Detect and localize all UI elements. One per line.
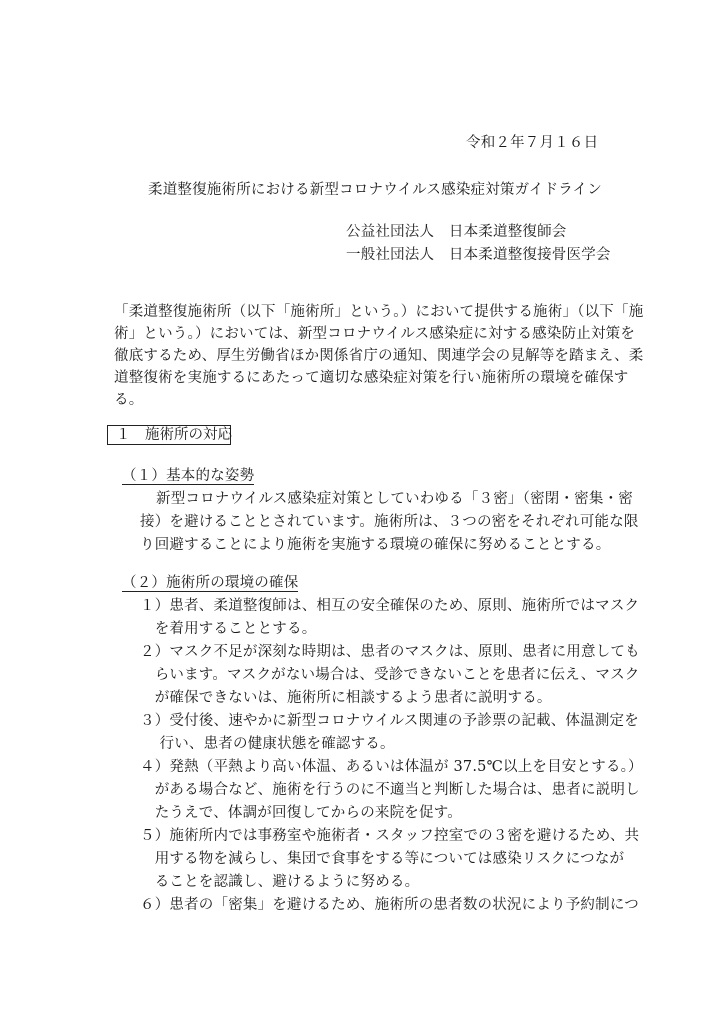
list-item-line: １）患者、柔道整復師は、相互の安全確保のため、原則、施術所ではマスク [140, 598, 640, 614]
intro-line: る。 [114, 392, 144, 408]
intro-line: 徹底するため、厚生労働省ほか関係省庁の通知、関連学会の見解等を踏まえ、柔 [114, 348, 644, 364]
list-item-line: を着用することとする。 [140, 621, 317, 637]
list-item-line: がある場合など、施術を行うのに不適当と判断した場合は、患者に説明し [140, 782, 640, 798]
list-item-line: ６）患者の「密集」を避けるため、施術所の患者数の状況により予約制につ [140, 897, 639, 913]
subsection-heading-text: （２）施術所の環境の確保 [122, 575, 299, 591]
body-line: り回避することにより施術を実施する環境の確保に努めることとする。 [140, 537, 611, 553]
list-item-line: たうえで、体調が回復してからの来院を促す。 [140, 805, 462, 821]
body-line: 新型コロナウイルス感染症対策としていわゆる「３密」（密閉・密集・密 [156, 491, 633, 507]
document-title: 柔道整復施術所における新型コロナウイルス感染症対策ガイドライン [148, 182, 602, 198]
author-organization-1: 公益社団法人 日本柔道整復師会 [346, 224, 567, 240]
list-item-line: ることを認識し、避けるように努める。 [140, 874, 420, 890]
intro-line: 「柔道整復施術所（以下「施術所」という。）において提供する施術」（以下「施 [114, 304, 644, 320]
list-item-line: ２）マスク不足が深刻な時期は、患者のマスクは、原則、患者に用意しても [140, 644, 640, 660]
subsection-heading [122, 467, 254, 485]
subsection-heading [122, 574, 298, 592]
author-organization-2: 一般社団法人 日本柔道整復接骨医学会 [346, 247, 611, 263]
list-item-line: ３）受付後、速やかに新型コロナウイルス関連の予診票の記載、体温測定を [140, 713, 639, 729]
intro-line: 道整復術を実施するにあたって適切な感染症対策を行い施術所の環境を確保す [114, 370, 629, 386]
list-item-line: 用する物を減らし、集団で食事をする等については感染リスクにつなが [140, 851, 625, 867]
body-line: 接）を避けることとされています。施術所は、３つの密をそれぞれ可能な限 [140, 514, 639, 530]
intro-line: 術」という。）においては、新型コロナウイルス感染症に対する感染防止対策を [114, 326, 636, 342]
subsection-heading-text: （１）基本的な姿勢 [122, 468, 255, 484]
list-item-line: ４）発熱（平熱より高い体温、あるいは体温が 37.5℃以上を目安とする。） [140, 759, 643, 775]
list-item-line: 行い、患者の健康状態を確認する。 [140, 736, 395, 752]
list-item-line: ５）施術所内では事務室や施術者・スタッフ控室での３密を避けるため、共 [140, 828, 640, 844]
list-item-line: らいます。マスクがない場合は、受診できないことを患者に伝え、マスク [140, 667, 640, 683]
section-heading-box: １ 施術所の対応 [107, 425, 231, 445]
list-item-line: が確保できないは、施術所に相談するよう患者に説明する。 [140, 690, 552, 706]
document-date: 令和２年７月１６日 [466, 135, 599, 151]
